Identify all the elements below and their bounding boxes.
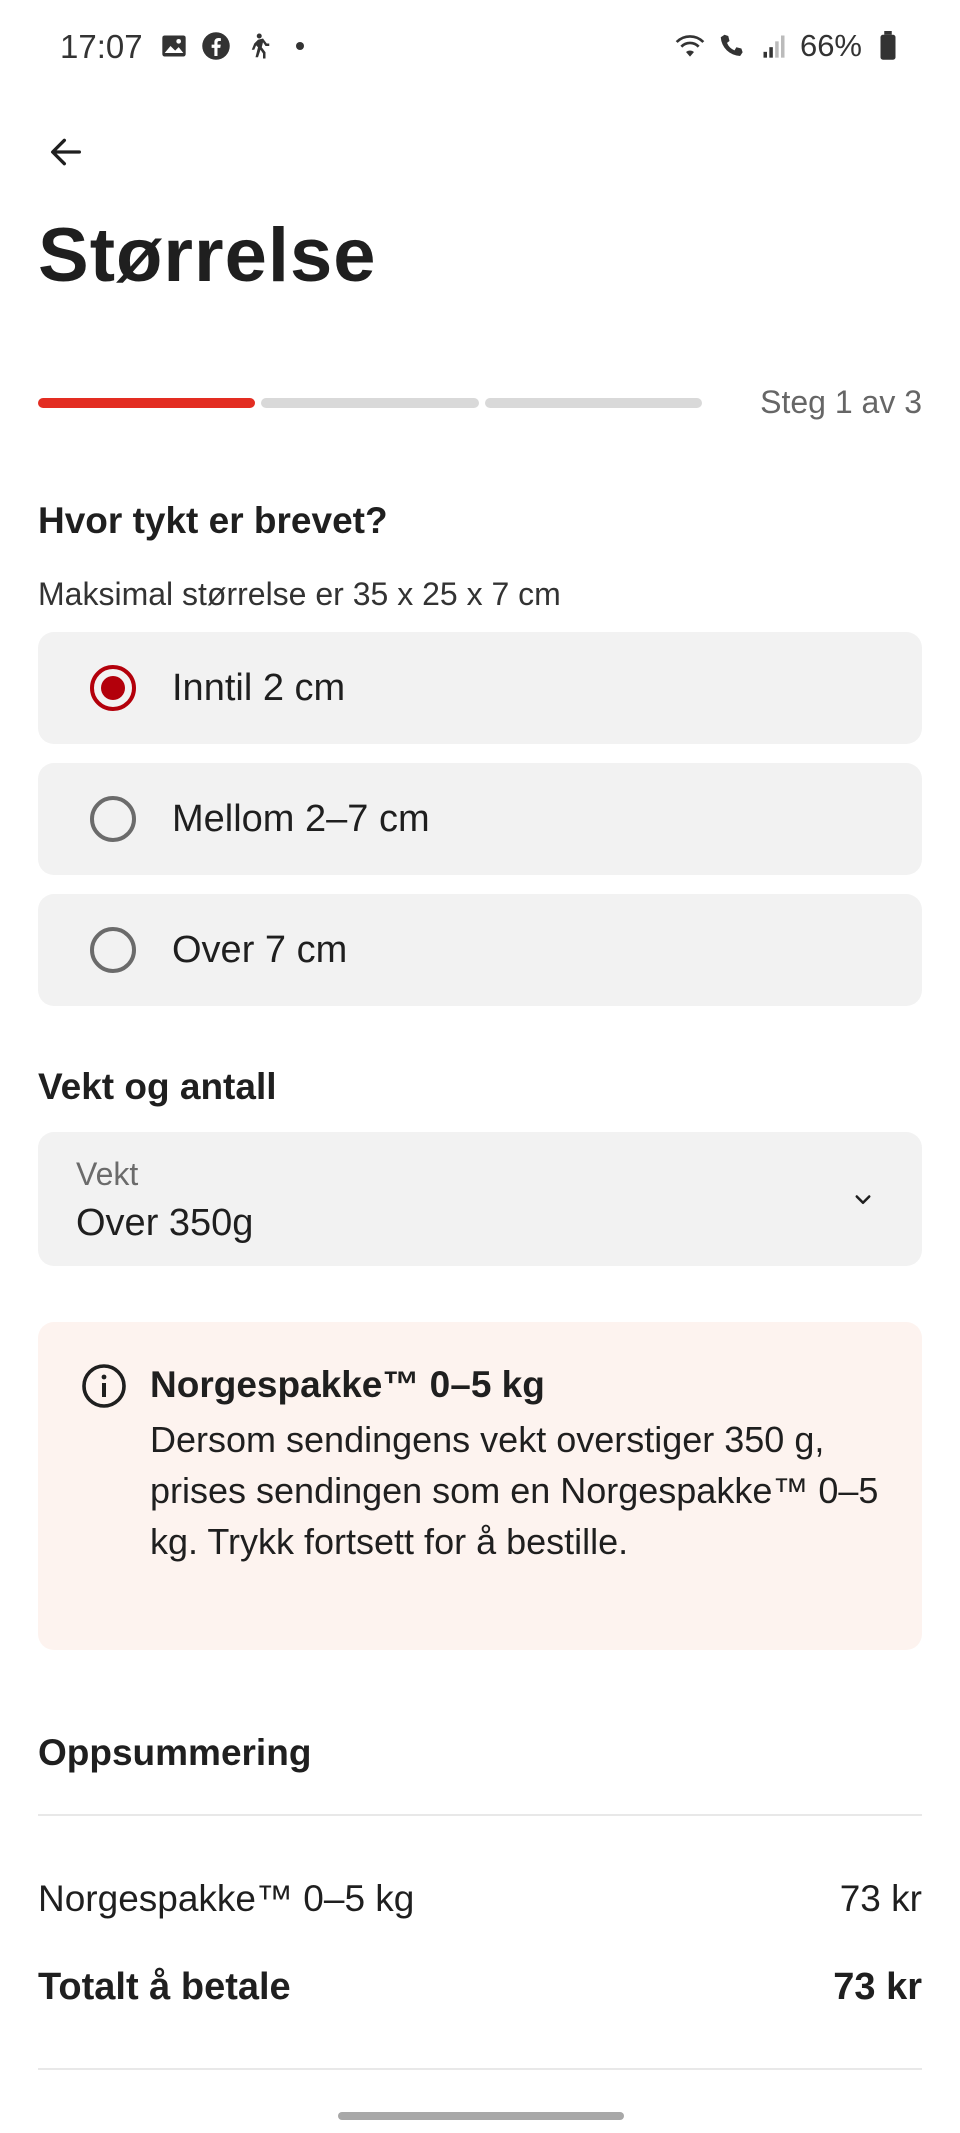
line-item-amount: 73 kr bbox=[839, 1878, 922, 1919]
facebook-icon bbox=[200, 30, 232, 62]
radio-dot bbox=[101, 676, 125, 700]
arrow-left-icon bbox=[46, 132, 86, 177]
page-title: Størrelse bbox=[38, 213, 377, 298]
thickness-option-2-7cm[interactable] bbox=[38, 763, 922, 875]
radio-button[interactable] bbox=[90, 927, 136, 973]
wifi-icon bbox=[674, 30, 706, 62]
progress-segment-1 bbox=[38, 398, 255, 408]
dot-icon bbox=[284, 30, 316, 62]
gallery-icon bbox=[158, 30, 190, 62]
option-label: Inntil 2 cm bbox=[172, 666, 346, 709]
summary-total bbox=[38, 1966, 922, 2009]
total-amount: 73 kr bbox=[833, 1966, 922, 2008]
status-time: 17:07 bbox=[60, 28, 143, 65]
walking-icon bbox=[242, 30, 274, 62]
step-progress-bar bbox=[38, 398, 702, 408]
status-bar bbox=[0, 0, 960, 96]
option-label: Over 7 cm bbox=[172, 928, 348, 971]
info-icon bbox=[80, 1362, 128, 1410]
radio-button[interactable] bbox=[90, 796, 136, 842]
battery-percentage: 66% bbox=[799, 28, 862, 63]
info-box bbox=[38, 1322, 922, 1650]
summary-divider-bottom bbox=[38, 2068, 922, 2070]
line-item-name: Norgespakke™ 0–5 kg bbox=[38, 1878, 415, 1919]
weight-select-label: Vekt bbox=[76, 1156, 139, 1192]
weight-select-value: Over 350g bbox=[76, 1202, 254, 1244]
signal-icon bbox=[758, 30, 790, 62]
home-indicator[interactable] bbox=[338, 2112, 624, 2120]
weight-heading: Vekt og antall bbox=[38, 1066, 277, 1107]
battery-icon bbox=[872, 30, 904, 62]
notification-icons bbox=[158, 30, 316, 62]
thickness-option-over-7cm[interactable] bbox=[38, 894, 922, 1006]
info-text: Dersom sendingens vekt overstiger 350 g, prises sendingen som en Norgespakke™ 0–5 kg. Trykk fortsett for å bestille. bbox=[150, 1419, 879, 1562]
weight-select[interactable] bbox=[38, 1132, 922, 1266]
chevron-down-icon bbox=[848, 1184, 878, 1214]
thickness-option-up-to-2cm[interactable] bbox=[38, 632, 922, 744]
total-label: Totalt å betale bbox=[38, 1966, 291, 2008]
system-icons bbox=[674, 28, 904, 64]
thickness-helper-text: Maksimal størrelse er 35 x 25 x 7 cm bbox=[38, 576, 561, 612]
summary-heading: Oppsummering bbox=[38, 1732, 312, 1773]
progress-segment-2 bbox=[261, 398, 478, 408]
progress-segment-3 bbox=[485, 398, 702, 408]
wifi-calling-icon bbox=[716, 30, 748, 62]
thickness-heading: Hvor tykt er brevet? bbox=[38, 500, 388, 541]
radio-button-selected[interactable] bbox=[90, 665, 136, 711]
step-label: Steg 1 av 3 bbox=[760, 384, 922, 420]
info-title: Norgespakke™ 0–5 kg bbox=[150, 1364, 545, 1405]
option-label: Mellom 2–7 cm bbox=[172, 797, 430, 840]
summary-line-item bbox=[38, 1878, 922, 1920]
back-button[interactable] bbox=[36, 124, 96, 184]
summary-divider-top bbox=[38, 1814, 922, 1816]
